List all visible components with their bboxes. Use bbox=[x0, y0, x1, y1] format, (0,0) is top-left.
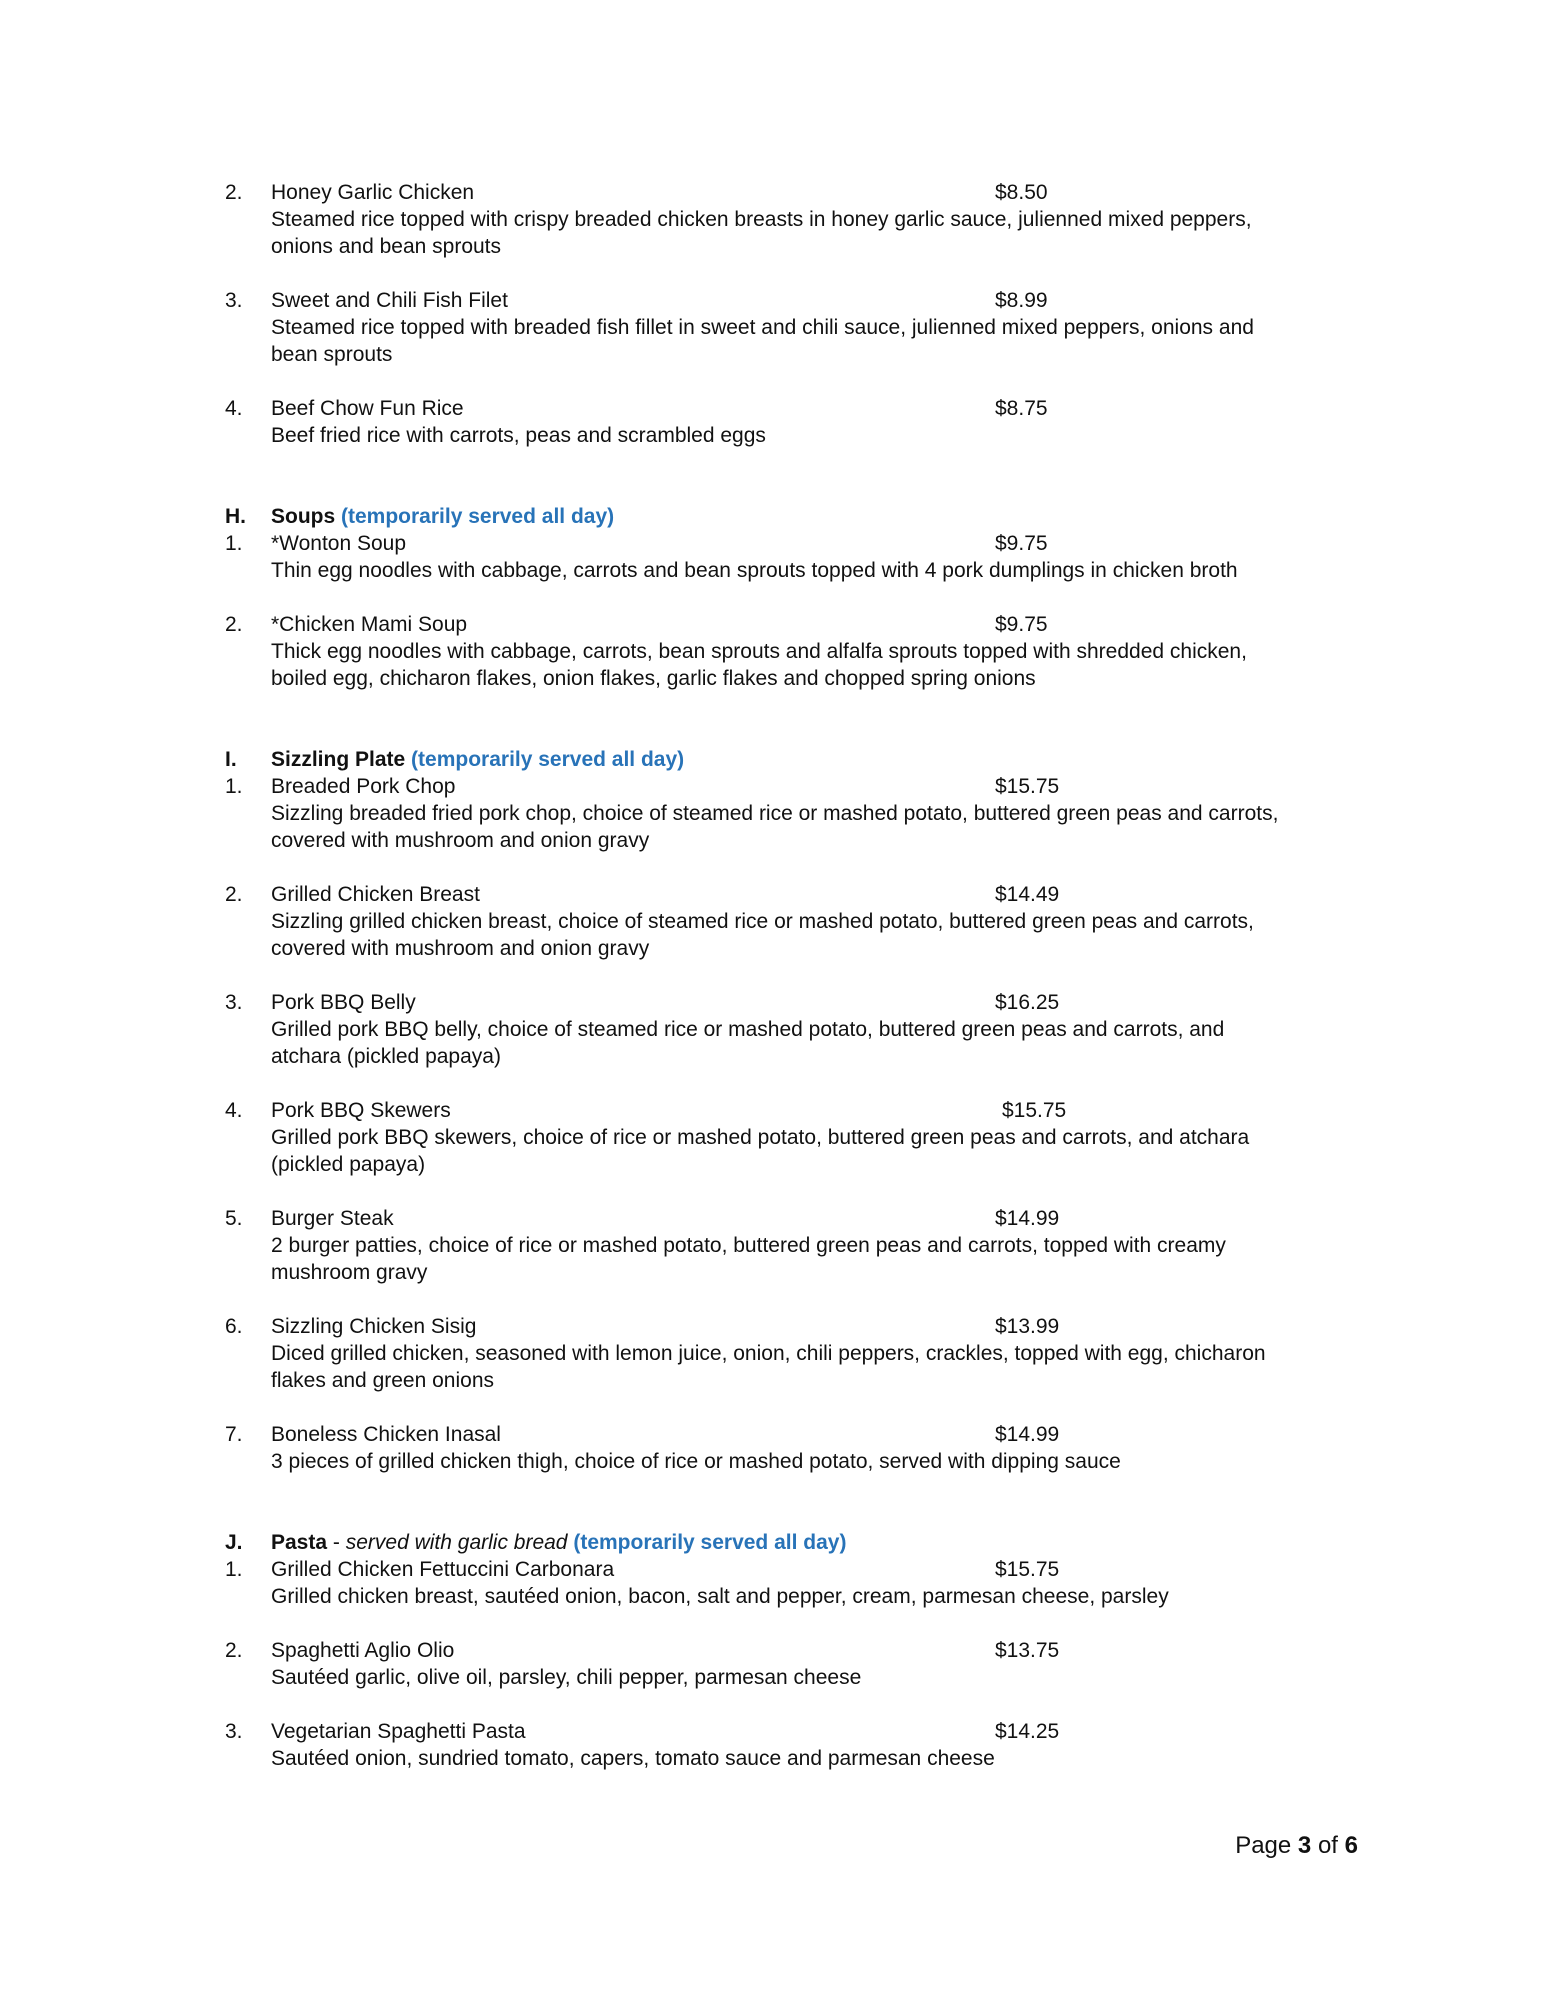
item-description: Sautéed onion, sundried tomato, capers, tomato sauce and parmesan cheese bbox=[271, 1747, 995, 1770]
item-description: Grilled pork BBQ skewers, choice of rice or mashed potato, buttered green peas and carrots, and atchara bbox=[271, 1126, 1250, 1149]
item-description: Beef fried rice with carrots, peas and scrambled eggs bbox=[271, 424, 766, 447]
section-note: (temporarily served all day) bbox=[411, 748, 685, 771]
item-number: 3. bbox=[225, 289, 243, 312]
item-name: Pork BBQ Belly bbox=[271, 991, 416, 1014]
item-name: Burger Steak bbox=[271, 1207, 394, 1230]
item-number: 2. bbox=[225, 883, 243, 906]
page-current: 3 bbox=[1297, 1832, 1312, 1859]
item-price: $15.75 bbox=[995, 1558, 1060, 1581]
item-name: Sizzling Chicken Sisig bbox=[271, 1315, 477, 1338]
item-name: Breaded Pork Chop bbox=[271, 775, 456, 798]
item-description: Thick egg noodles with cabbage, carrots, bean sprouts and alfalfa sprouts topped with shredded chicken, bbox=[271, 640, 1247, 663]
page-total: 6 bbox=[1344, 1832, 1358, 1859]
item-description: covered with mushroom and onion gravy bbox=[271, 829, 650, 852]
section-title: Sizzling Plate bbox=[271, 748, 406, 771]
item-number: 3. bbox=[225, 1720, 243, 1743]
page-number bbox=[1235, 1830, 1358, 1862]
item-number: 1. bbox=[225, 775, 243, 798]
item-description: bean sprouts bbox=[271, 343, 393, 366]
item-price: $8.50 bbox=[995, 181, 1048, 204]
item-number: 3. bbox=[225, 991, 243, 1014]
item-name: Vegetarian Spaghetti Pasta bbox=[271, 1720, 526, 1743]
item-price: $8.99 bbox=[995, 289, 1048, 312]
section-note: (temporarily served all day) bbox=[341, 505, 615, 528]
item-name: Spaghetti Aglio Olio bbox=[271, 1639, 455, 1662]
item-name: Sweet and Chili Fish Filet bbox=[271, 289, 508, 312]
item-price: $14.49 bbox=[995, 883, 1060, 906]
item-number: 4. bbox=[225, 397, 243, 420]
section-separator: - bbox=[327, 1531, 346, 1554]
section-letter: H. bbox=[225, 505, 246, 528]
item-price: $15.75 bbox=[995, 775, 1060, 798]
item-name: Pork BBQ Skewers bbox=[271, 1099, 451, 1122]
item-name: Honey Garlic Chicken bbox=[271, 181, 475, 204]
item-number: 6. bbox=[225, 1315, 243, 1338]
section-letter: J. bbox=[225, 1531, 243, 1554]
item-name: Beef Chow Fun Rice bbox=[271, 397, 464, 420]
item-price: $13.99 bbox=[995, 1315, 1060, 1338]
item-price: $8.75 bbox=[995, 397, 1048, 420]
item-number: 5. bbox=[225, 1207, 243, 1230]
item-description: Grilled chicken breast, sautéed onion, bacon, salt and pepper, cream, parmesan cheese, parsley bbox=[271, 1585, 1169, 1608]
item-description: boiled egg, chicharon flakes, onion flakes, garlic flakes and chopped spring onions bbox=[271, 667, 1036, 690]
item-description: Sizzling breaded fried pork chop, choice of steamed rice or mashed potato, buttered green peas and carrots, bbox=[271, 802, 1279, 825]
item-number: 2. bbox=[225, 181, 243, 204]
item-description: 3 pieces of grilled chicken thigh, choice of rice or mashed potato, served with dipping sauce bbox=[271, 1450, 1121, 1473]
item-number: 4. bbox=[225, 1099, 243, 1122]
section-note: (temporarily served all day) bbox=[573, 1531, 847, 1554]
item-price: $14.25 bbox=[995, 1720, 1060, 1743]
item-description: flakes and green onions bbox=[271, 1369, 494, 1392]
item-description: onions and bean sprouts bbox=[271, 235, 502, 258]
item-price: $16.25 bbox=[995, 991, 1060, 1014]
section-title: Soups bbox=[271, 505, 336, 528]
page-label: Page bbox=[1235, 1832, 1292, 1859]
section-title: Pasta bbox=[271, 1531, 328, 1554]
item-description: 2 burger patties, choice of rice or mashed potato, buttered green peas and carrots, topped with creamy bbox=[271, 1234, 1226, 1257]
item-name: Grilled Chicken Breast bbox=[271, 883, 480, 906]
item-description: Sizzling grilled chicken breast, choice of steamed rice or mashed potato, buttered green peas and carrots, bbox=[271, 910, 1254, 933]
item-name: *Wonton Soup bbox=[271, 532, 407, 555]
item-number: 7. bbox=[225, 1423, 243, 1446]
item-description: Steamed rice topped with breaded fish fillet in sweet and chili sauce, julienned mixed peppers, onions and bbox=[271, 316, 1254, 339]
item-description: Grilled pork BBQ belly, choice of steamed rice or mashed potato, buttered green peas and carrots, and bbox=[271, 1018, 1225, 1041]
item-description: covered with mushroom and onion gravy bbox=[271, 937, 650, 960]
item-description: Thin egg noodles with cabbage, carrots and bean sprouts topped with 4 pork dumplings in chicken broth bbox=[271, 559, 1238, 582]
item-description: (pickled papaya) bbox=[271, 1153, 426, 1176]
item-name: Grilled Chicken Fettuccini Carbonara bbox=[271, 1558, 615, 1581]
item-price: $9.75 bbox=[995, 613, 1048, 636]
item-name: Boneless Chicken Inasal bbox=[271, 1423, 501, 1446]
item-number: 2. bbox=[225, 613, 243, 636]
of-label: of bbox=[1317, 1832, 1338, 1859]
item-price: $14.99 bbox=[995, 1207, 1060, 1230]
item-description: atchara (pickled papaya) bbox=[271, 1045, 501, 1068]
item-name: *Chicken Mami Soup bbox=[271, 613, 468, 636]
item-description: mushroom gravy bbox=[271, 1261, 428, 1284]
item-price: $15.75 bbox=[1002, 1099, 1067, 1122]
item-description: Sautéed garlic, olive oil, parsley, chili pepper, parmesan cheese bbox=[271, 1666, 862, 1689]
item-price: $13.75 bbox=[995, 1639, 1060, 1662]
item-description: Diced grilled chicken, seasoned with lemon juice, onion, chili peppers, crackles, topped with egg, chicharon bbox=[271, 1342, 1266, 1365]
item-number: 1. bbox=[225, 1558, 243, 1581]
item-number: 2. bbox=[225, 1639, 243, 1662]
item-price: $9.75 bbox=[995, 532, 1048, 555]
item-price: $14.99 bbox=[995, 1423, 1060, 1446]
item-description: Steamed rice topped with crispy breaded chicken breasts in honey garlic sauce, julienned mixed peppers, bbox=[271, 208, 1252, 231]
section-letter: I. bbox=[225, 748, 237, 771]
item-number: 1. bbox=[225, 532, 243, 555]
section-subtitle: served with garlic bread bbox=[345, 1531, 568, 1554]
